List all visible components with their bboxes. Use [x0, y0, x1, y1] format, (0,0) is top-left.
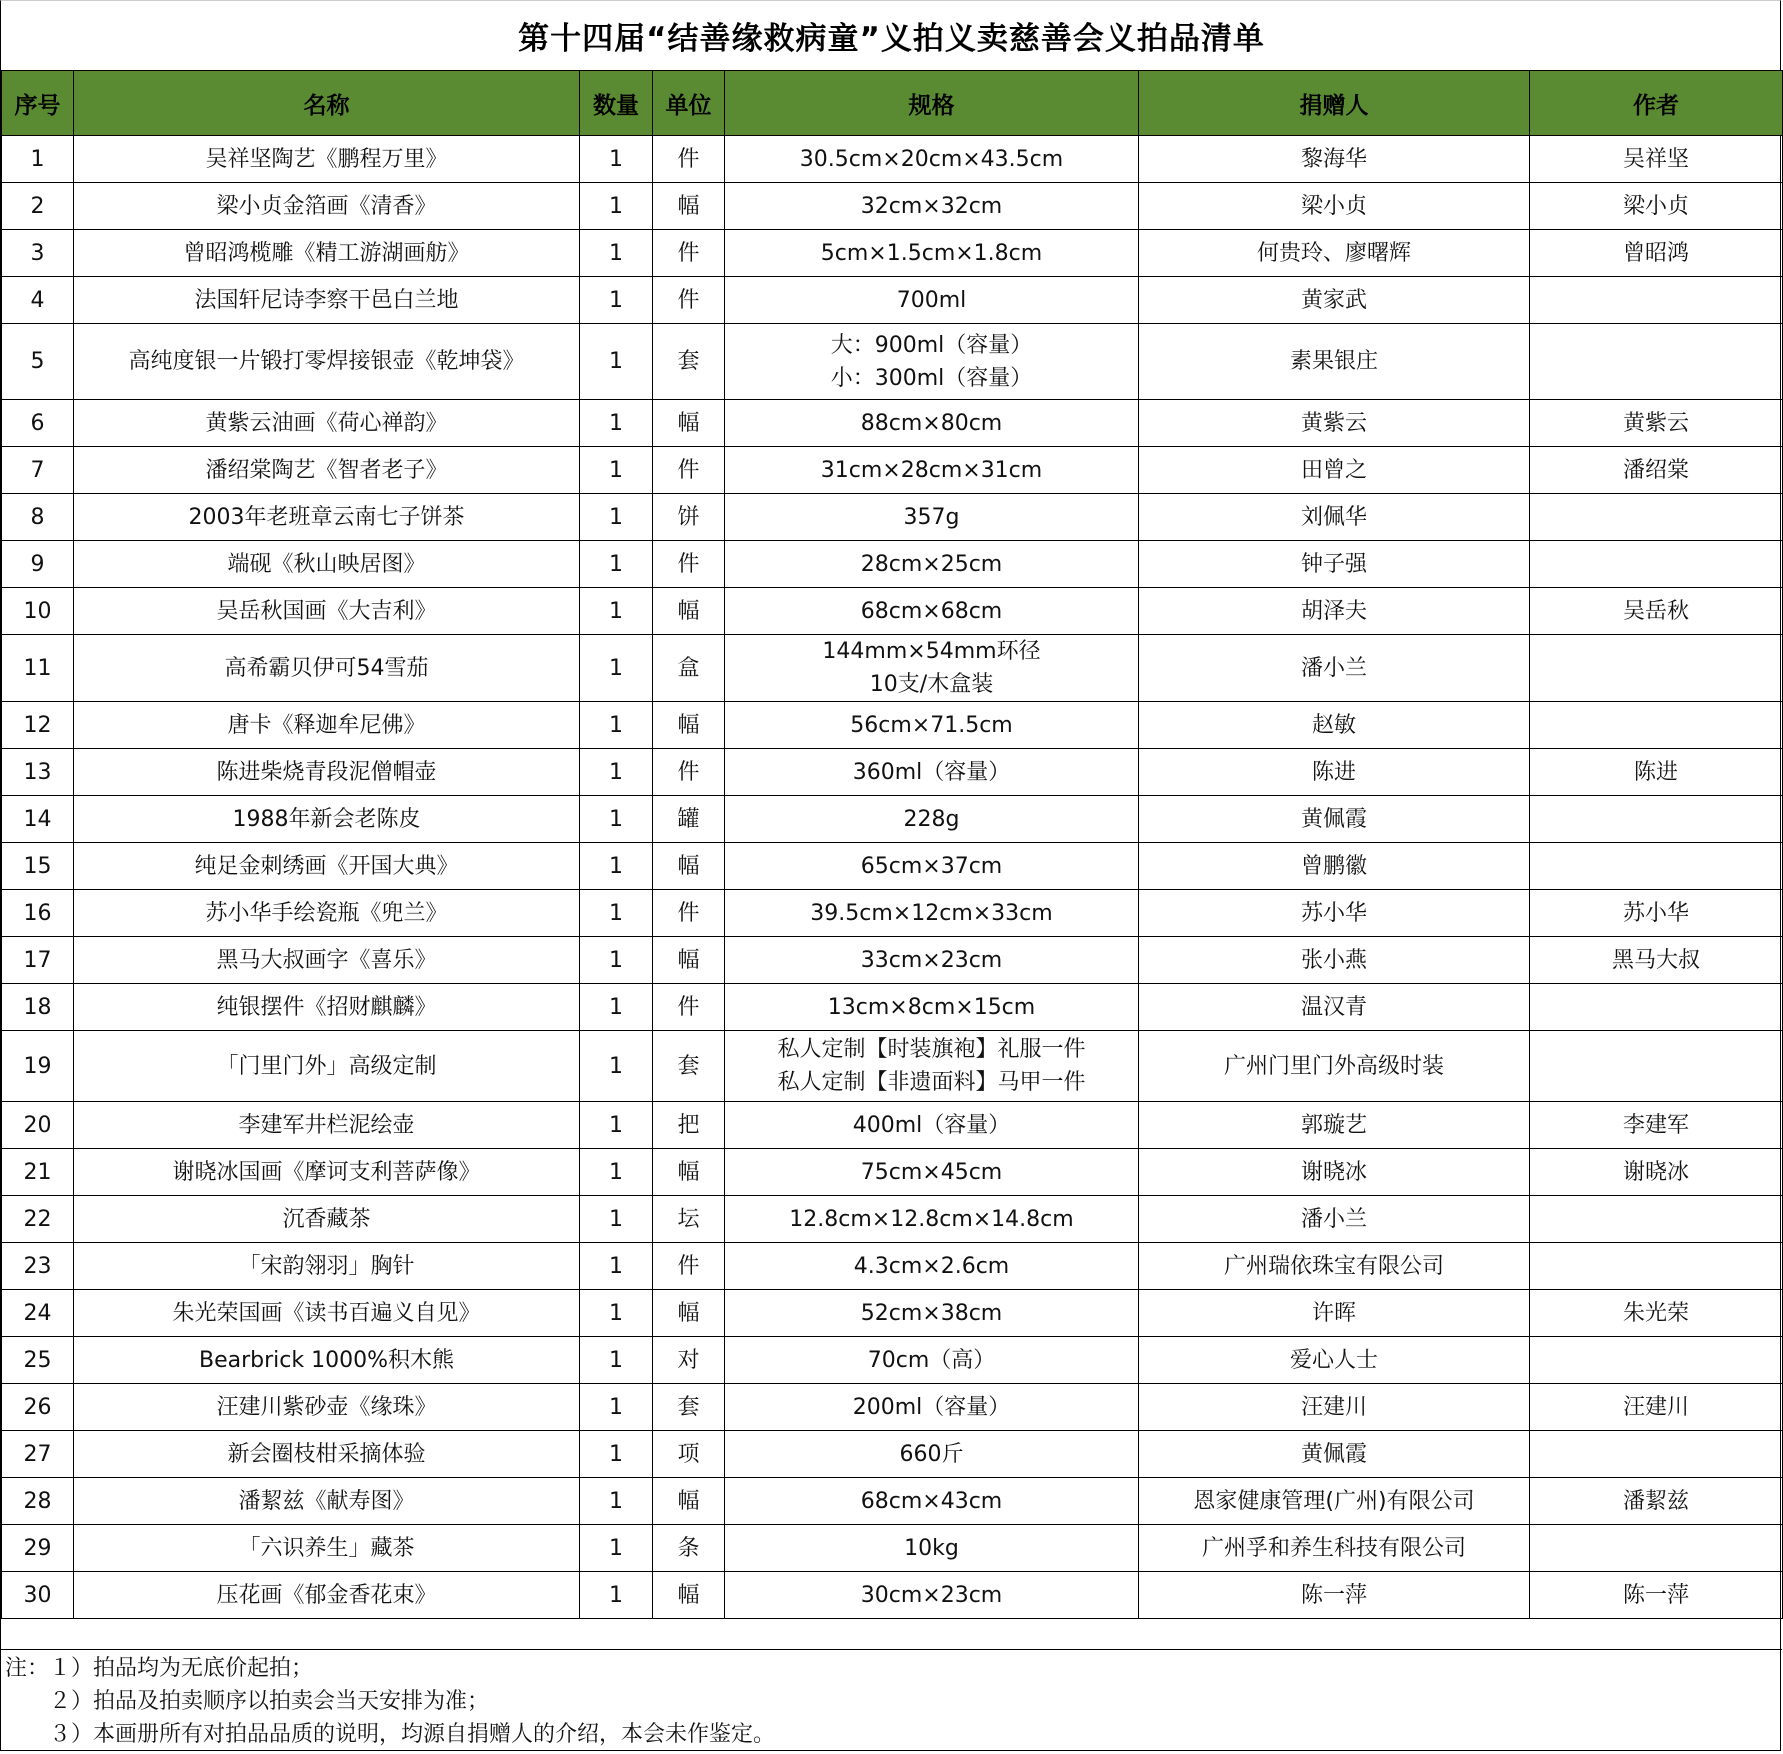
cell-qty: 1	[580, 324, 653, 400]
spec-line: 私人定制【非遗面料】马甲一件	[777, 1070, 1086, 1095]
cell-donor: 陈进	[1139, 749, 1530, 796]
cell-no: 20	[2, 1102, 74, 1149]
cell-author	[1530, 702, 1783, 749]
cell-unit: 件	[653, 890, 725, 937]
cell-name: 高纯度银一片锻打零焊接银壶《乾坤袋》	[74, 324, 580, 400]
cell-name: 苏小华手绘瓷瓶《兜兰》	[74, 890, 580, 937]
note-3: ３）本画册所有对拍品品质的说明，均源自捐赠人的介绍，本会未作鉴定。	[5, 1722, 776, 1747]
cell-no: 24	[2, 1290, 74, 1337]
cell-qty: 1	[580, 1243, 653, 1290]
cell-spec	[725, 1384, 1139, 1431]
cell-name: 纯银摆件《招财麒麟》	[74, 984, 580, 1031]
cell-spec	[725, 749, 1139, 796]
cell-name: 吴岳秋国画《大吉利》	[74, 588, 580, 635]
spec-line: 4.3cm×2.6cm	[853, 1253, 1010, 1279]
table-row	[2, 1525, 1783, 1572]
cell-spec	[725, 635, 1139, 702]
cell-spec	[725, 447, 1139, 494]
cell-donor: 素果银庄	[1139, 324, 1530, 400]
cell-donor: 汪建川	[1139, 1384, 1530, 1431]
table-row	[2, 400, 1783, 447]
cell-unit: 幅	[653, 1478, 725, 1525]
cell-name: 梁小贞金箔画《清香》	[74, 183, 580, 230]
cell-unit: 件	[653, 230, 725, 277]
header-donor: 捐赠人	[1139, 71, 1530, 136]
cell-name: 端砚《秋山映居图》	[74, 541, 580, 588]
cell-author	[1530, 494, 1783, 541]
cell-author: 潘绍棠	[1530, 447, 1783, 494]
spec-line: 75cm×45cm	[860, 1159, 1003, 1185]
cell-name: 沉香藏茶	[74, 1196, 580, 1243]
cell-no: 17	[2, 937, 74, 984]
cell-unit: 幅	[653, 183, 725, 230]
cell-spec	[725, 1478, 1139, 1525]
spec-line: 52cm×38cm	[860, 1300, 1003, 1326]
cell-spec	[725, 984, 1139, 1031]
cell-donor: 黄佩霞	[1139, 796, 1530, 843]
cell-unit: 件	[653, 277, 725, 324]
cell-no: 23	[2, 1243, 74, 1290]
cell-donor: 广州瑞依珠宝有限公司	[1139, 1243, 1530, 1290]
cell-spec	[725, 1196, 1139, 1243]
cell-author	[1530, 1337, 1783, 1384]
cell-name: 高希霸贝伊可54雪茄	[74, 635, 580, 702]
cell-name: 新会圈枝柑采摘体验	[74, 1431, 580, 1478]
cell-qty: 1	[580, 1384, 653, 1431]
cell-qty: 1	[580, 1478, 653, 1525]
cell-name: 朱光荣国画《读书百遍义自见》	[74, 1290, 580, 1337]
cell-qty: 1	[580, 890, 653, 937]
cell-unit: 幅	[653, 937, 725, 984]
cell-unit: 件	[653, 136, 725, 183]
cell-no: 10	[2, 588, 74, 635]
cell-unit: 件	[653, 541, 725, 588]
spec-line: 39.5cm×12cm×33cm	[810, 900, 1053, 926]
cell-qty: 1	[580, 183, 653, 230]
spec-line: 88cm×80cm	[860, 410, 1003, 436]
cell-no: 30	[2, 1572, 74, 1619]
cell-name: 1988年新会老陈皮	[74, 796, 580, 843]
cell-donor: 谢晓冰	[1139, 1149, 1530, 1196]
header-author: 作者	[1530, 71, 1783, 136]
table-row	[2, 447, 1783, 494]
cell-no: 26	[2, 1384, 74, 1431]
cell-author	[1530, 541, 1783, 588]
cell-author	[1530, 1431, 1783, 1478]
table-row	[2, 1031, 1783, 1102]
table-row	[2, 494, 1783, 541]
cell-donor: 苏小华	[1139, 890, 1530, 937]
cell-no: 2	[2, 183, 74, 230]
cell-author: 黑马大叔	[1530, 937, 1783, 984]
table-row	[2, 230, 1783, 277]
cell-qty: 1	[580, 277, 653, 324]
cell-donor: 张小燕	[1139, 937, 1530, 984]
spec-line: 68cm×68cm	[860, 598, 1003, 624]
header-name: 名称	[74, 71, 580, 136]
cell-qty: 1	[580, 796, 653, 843]
cell-no: 14	[2, 796, 74, 843]
table-row	[2, 796, 1783, 843]
table-row	[2, 1149, 1783, 1196]
cell-qty: 1	[580, 1196, 653, 1243]
cell-spec	[725, 1337, 1139, 1384]
cell-unit: 坛	[653, 1196, 725, 1243]
cell-donor: 何贵玲、廖曙辉	[1139, 230, 1530, 277]
cell-qty: 1	[580, 1337, 653, 1384]
spec-line: 65cm×37cm	[860, 853, 1003, 879]
cell-name: 陈进柴烧青段泥僧帽壶	[74, 749, 580, 796]
cell-author	[1530, 843, 1783, 890]
cell-spec	[725, 400, 1139, 447]
cell-spec	[725, 324, 1139, 400]
cell-qty: 1	[580, 400, 653, 447]
cell-name: Bearbrick 1000%积木熊	[74, 1337, 580, 1384]
spec-line: 私人定制【时装旗袍】礼服一件	[777, 1037, 1086, 1062]
cell-qty: 1	[580, 1149, 653, 1196]
cell-name: 吴祥坚陶艺《鹏程万里》	[74, 136, 580, 183]
cell-qty: 1	[580, 702, 653, 749]
cell-qty: 1	[580, 447, 653, 494]
cell-no: 18	[2, 984, 74, 1031]
cell-spec	[725, 1431, 1139, 1478]
cell-unit: 罐	[653, 796, 725, 843]
cell-qty: 1	[580, 1431, 653, 1478]
spec-line: 32cm×32cm	[860, 193, 1003, 219]
cell-qty: 1	[580, 588, 653, 635]
cell-spec	[725, 937, 1139, 984]
cell-qty: 1	[580, 1525, 653, 1572]
cell-unit: 把	[653, 1102, 725, 1149]
cell-name: 「宋韵翎羽」胸针	[74, 1243, 580, 1290]
cell-no: 6	[2, 400, 74, 447]
cell-spec	[725, 494, 1139, 541]
cell-no: 9	[2, 541, 74, 588]
cell-donor: 黄紫云	[1139, 400, 1530, 447]
cell-no: 13	[2, 749, 74, 796]
cell-donor: 潘小兰	[1139, 635, 1530, 702]
cell-no: 15	[2, 843, 74, 890]
cell-no: 27	[2, 1431, 74, 1478]
cell-donor: 刘佩华	[1139, 494, 1530, 541]
cell-name: 潘绍棠陶艺《智者老子》	[74, 447, 580, 494]
cell-donor: 温汉青	[1139, 984, 1530, 1031]
cell-no: 25	[2, 1337, 74, 1384]
cell-unit: 对	[653, 1337, 725, 1384]
cell-no: 4	[2, 277, 74, 324]
spec-line: 357g	[903, 504, 960, 530]
cell-spec	[725, 890, 1139, 937]
cell-spec	[725, 796, 1139, 843]
cell-donor: 曾鹏徽	[1139, 843, 1530, 890]
cell-author	[1530, 1525, 1783, 1572]
cell-spec	[725, 541, 1139, 588]
cell-no: 5	[2, 324, 74, 400]
header-no: 序号	[2, 71, 74, 136]
note-2: ２）拍品及拍卖顺序以拍卖会当天安排为准；	[5, 1689, 490, 1714]
cell-donor: 黎海华	[1139, 136, 1530, 183]
cell-author: 汪建川	[1530, 1384, 1783, 1431]
cell-no: 21	[2, 1149, 74, 1196]
cell-unit: 套	[653, 1031, 725, 1102]
cell-donor: 恩家健康管理(广州)有限公司	[1139, 1478, 1530, 1525]
cell-name: 纯足金刺绣画《开国大典》	[74, 843, 580, 890]
cell-unit: 幅	[653, 1572, 725, 1619]
cell-no: 7	[2, 447, 74, 494]
spec-line: 10kg	[904, 1535, 959, 1561]
cell-qty: 1	[580, 635, 653, 702]
cell-spec	[725, 1572, 1139, 1619]
cell-qty: 1	[580, 984, 653, 1031]
table-body	[2, 136, 1783, 1619]
cell-no: 8	[2, 494, 74, 541]
cell-spec	[725, 1102, 1139, 1149]
table-row	[2, 1102, 1783, 1149]
table-row	[2, 843, 1783, 890]
cell-unit: 件	[653, 1243, 725, 1290]
spec-line: 5cm×1.5cm×1.8cm	[820, 240, 1043, 266]
cell-spec	[725, 183, 1139, 230]
cell-author: 谢晓冰	[1530, 1149, 1783, 1196]
cell-donor: 潘小兰	[1139, 1196, 1530, 1243]
table-header-row	[2, 71, 1783, 136]
cell-author	[1530, 984, 1783, 1031]
cell-name: 压花画《郁金香花束》	[74, 1572, 580, 1619]
cell-qty: 1	[580, 494, 653, 541]
cell-name: 法国轩尼诗李察干邑白兰地	[74, 277, 580, 324]
table-row	[2, 324, 1783, 400]
cell-author	[1530, 635, 1783, 702]
table-row	[2, 1243, 1783, 1290]
cell-name: 黄紫云油画《荷心禅韵》	[74, 400, 580, 447]
table-row	[2, 1478, 1783, 1525]
table-row	[2, 136, 1783, 183]
cell-spec	[725, 230, 1139, 277]
cell-author: 陈进	[1530, 749, 1783, 796]
cell-donor: 钟子强	[1139, 541, 1530, 588]
cell-no: 19	[2, 1031, 74, 1102]
cell-author: 潘絜兹	[1530, 1478, 1783, 1525]
table-row	[2, 1384, 1783, 1431]
cell-spec	[725, 1525, 1139, 1572]
cell-name: 谢晓冰国画《摩诃支利菩萨像》	[74, 1149, 580, 1196]
header-qty: 数量	[580, 71, 653, 136]
cell-donor: 黄家武	[1139, 277, 1530, 324]
cell-unit: 件	[653, 984, 725, 1031]
table-row	[2, 588, 1783, 635]
spec-line: 144mm×54mm环径	[822, 639, 1041, 664]
spec-line: 28cm×25cm	[860, 551, 1003, 577]
table-row	[2, 890, 1783, 937]
cell-author: 吴祥坚	[1530, 136, 1783, 183]
cell-spec	[725, 1243, 1139, 1290]
spec-line: 700ml	[896, 287, 967, 313]
cell-unit: 幅	[653, 1290, 725, 1337]
cell-author: 陈一萍	[1530, 1572, 1783, 1619]
cell-unit: 套	[653, 324, 725, 400]
table-row	[2, 277, 1783, 324]
cell-spec	[725, 702, 1139, 749]
cell-author: 曾昭鸿	[1530, 230, 1783, 277]
cell-author: 苏小华	[1530, 890, 1783, 937]
cell-author	[1530, 1243, 1783, 1290]
spec-line: 30cm×23cm	[860, 1582, 1003, 1608]
header-spec: 规格	[725, 71, 1139, 136]
cell-no: 22	[2, 1196, 74, 1243]
table-row	[2, 1431, 1783, 1478]
cell-author: 黄紫云	[1530, 400, 1783, 447]
cell-qty: 1	[580, 937, 653, 984]
cell-author	[1530, 277, 1783, 324]
table-row	[2, 1290, 1783, 1337]
cell-donor: 许晖	[1139, 1290, 1530, 1337]
spec-line: 小：300ml（容量）	[830, 365, 1033, 391]
cell-spec	[725, 1290, 1139, 1337]
spec-line: 10支/木盒装	[869, 672, 994, 697]
cell-unit: 件	[653, 447, 725, 494]
cell-author: 吴岳秋	[1530, 588, 1783, 635]
cell-qty: 1	[580, 749, 653, 796]
cell-donor: 黄佩霞	[1139, 1431, 1530, 1478]
cell-qty: 1	[580, 1290, 653, 1337]
cell-spec	[725, 1031, 1139, 1102]
notes-section	[1, 1649, 1782, 1752]
cell-spec	[725, 843, 1139, 890]
cell-author	[1530, 1196, 1783, 1243]
spec-line: 360ml（容量）	[852, 759, 1011, 785]
cell-donor: 爱心人士	[1139, 1337, 1530, 1384]
spec-line: 13cm×8cm×15cm	[827, 994, 1036, 1020]
table-row	[2, 1572, 1783, 1619]
cell-unit: 条	[653, 1525, 725, 1572]
cell-donor: 赵敏	[1139, 702, 1530, 749]
cell-qty: 1	[580, 843, 653, 890]
cell-spec	[725, 136, 1139, 183]
cell-unit: 幅	[653, 400, 725, 447]
spec-line: 30.5cm×20cm×43.5cm	[799, 146, 1064, 172]
spec-line: 12.8cm×12.8cm×14.8cm	[789, 1206, 1074, 1232]
cell-no: 12	[2, 702, 74, 749]
cell-no: 11	[2, 635, 74, 702]
cell-unit: 幅	[653, 588, 725, 635]
cell-unit: 盒	[653, 635, 725, 702]
table-row	[2, 984, 1783, 1031]
cell-unit: 项	[653, 1431, 725, 1478]
cell-unit: 幅	[653, 702, 725, 749]
cell-name: 黑马大叔画字《喜乐》	[74, 937, 580, 984]
spec-line: 31cm×28cm×31cm	[820, 457, 1043, 483]
table-row	[2, 702, 1783, 749]
page-title: 第十四届“结善缘救病童”义拍义卖慈善会义拍品清单	[518, 21, 1265, 57]
table-row	[2, 1337, 1783, 1384]
spec-line: 68cm×43cm	[860, 1488, 1003, 1514]
cell-donor: 胡泽夫	[1139, 588, 1530, 635]
cell-donor: 郭璇艺	[1139, 1102, 1530, 1149]
table-row	[2, 635, 1783, 702]
note-1: 注：１）拍品均为无底价起拍；	[5, 1656, 314, 1681]
spec-line: 70cm（高）	[867, 1347, 996, 1373]
cell-spec	[725, 277, 1139, 324]
table-row	[2, 541, 1783, 588]
spec-line: 400ml（容量）	[852, 1112, 1011, 1138]
cell-qty: 1	[580, 541, 653, 588]
cell-unit: 件	[653, 749, 725, 796]
cell-unit: 套	[653, 1384, 725, 1431]
table-row	[2, 1196, 1783, 1243]
cell-unit: 饼	[653, 494, 725, 541]
cell-name: 唐卡《释迦牟尼佛》	[74, 702, 580, 749]
cell-author	[1530, 1031, 1783, 1102]
spec-line: 56cm×71.5cm	[850, 712, 1013, 738]
cell-name: 2003年老班章云南七子饼茶	[74, 494, 580, 541]
table-row	[2, 749, 1783, 796]
spec-line: 228g	[903, 806, 960, 832]
cell-donor: 田曾之	[1139, 447, 1530, 494]
cell-name: 「门里门外」高级定制	[74, 1031, 580, 1102]
table-row	[2, 937, 1783, 984]
cell-qty: 1	[580, 230, 653, 277]
cell-name: 李建军井栏泥绘壶	[74, 1102, 580, 1149]
cell-qty: 1	[580, 1102, 653, 1149]
cell-name: 汪建川紫砂壶《缘珠》	[74, 1384, 580, 1431]
table-row	[2, 183, 1783, 230]
cell-no: 1	[2, 136, 74, 183]
cell-author	[1530, 324, 1783, 400]
cell-unit: 幅	[653, 843, 725, 890]
cell-spec	[725, 1149, 1139, 1196]
cell-name: 「六识养生」藏茶	[74, 1525, 580, 1572]
cell-no: 29	[2, 1525, 74, 1572]
spec-line: 660斤	[899, 1441, 964, 1467]
cell-spec	[725, 588, 1139, 635]
cell-no: 16	[2, 890, 74, 937]
cell-donor: 梁小贞	[1139, 183, 1530, 230]
cell-name: 曾昭鸿榄雕《精工游湖画舫》	[74, 230, 580, 277]
cell-donor: 广州孚和养生科技有限公司	[1139, 1525, 1530, 1572]
cell-no: 3	[2, 230, 74, 277]
spec-line: 200ml（容量）	[852, 1394, 1011, 1420]
cell-author: 李建军	[1530, 1102, 1783, 1149]
cell-unit: 幅	[653, 1149, 725, 1196]
cell-qty: 1	[580, 1031, 653, 1102]
cell-donor: 陈一萍	[1139, 1572, 1530, 1619]
cell-name: 潘絜兹《献寿图》	[74, 1478, 580, 1525]
spec-line: 33cm×23cm	[860, 947, 1003, 973]
cell-qty: 1	[580, 1572, 653, 1619]
spec-line: 大：900ml（容量）	[830, 332, 1033, 358]
auction-items-table	[1, 70, 1783, 1619]
cell-author: 朱光荣	[1530, 1290, 1783, 1337]
cell-no: 28	[2, 1478, 74, 1525]
cell-donor: 广州门里门外高级时装	[1139, 1031, 1530, 1102]
header-unit: 单位	[653, 71, 725, 136]
cell-author	[1530, 796, 1783, 843]
cell-author: 梁小贞	[1530, 183, 1783, 230]
cell-qty: 1	[580, 136, 653, 183]
